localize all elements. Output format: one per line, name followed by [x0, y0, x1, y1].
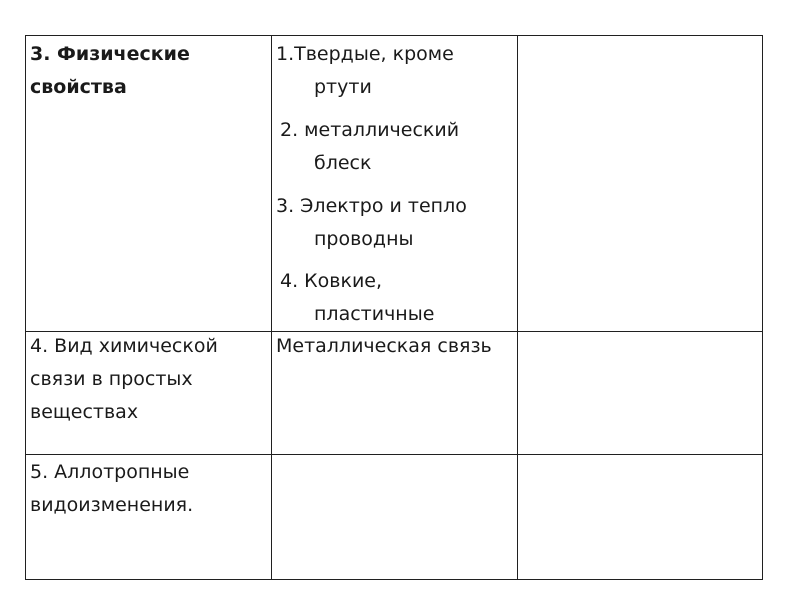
table-cell-physical-list — [272, 36, 518, 332]
cell-text-line: 3. Физические — [30, 43, 190, 65]
cell-text: Металлическая связь — [276, 335, 492, 357]
list-item-line: пластичные — [314, 303, 435, 325]
list-item-line: проводны — [314, 228, 414, 250]
list-item — [276, 38, 454, 104]
list-item-line: ртути — [314, 76, 372, 98]
cell-text-line: 5. Аллотропные — [30, 461, 190, 483]
table-cell-allotropy-value — [272, 455, 518, 579]
table-cell-property-allotropy — [26, 455, 272, 579]
table-cell-empty — [518, 36, 762, 332]
properties-table — [25, 35, 763, 580]
table-cell-bond-value — [272, 332, 518, 455]
list-item — [280, 114, 459, 180]
cell-text-line: свойства — [30, 76, 127, 98]
cell-text-line: видоизменения. — [30, 494, 194, 516]
table-cell-property-physical — [26, 36, 272, 332]
list-item-line: 2. металлический — [280, 119, 460, 141]
cell-text-line: связи в простых — [30, 368, 193, 390]
table-cell-empty — [518, 455, 762, 579]
list-item-line: 3. Электро и тепло — [276, 195, 467, 217]
list-item — [280, 265, 434, 331]
cell-text-line: веществах — [30, 401, 139, 423]
list-item — [276, 190, 467, 256]
list-item-line: 1.Твердые, кроме — [276, 43, 454, 65]
list-item-line: блеск — [314, 152, 372, 174]
cell-text-line: 4. Вид химической — [30, 335, 218, 357]
table-cell-empty — [518, 332, 762, 455]
table-cell-property-bond — [26, 332, 272, 455]
list-item-line: 4. Ковкие, — [280, 270, 383, 292]
